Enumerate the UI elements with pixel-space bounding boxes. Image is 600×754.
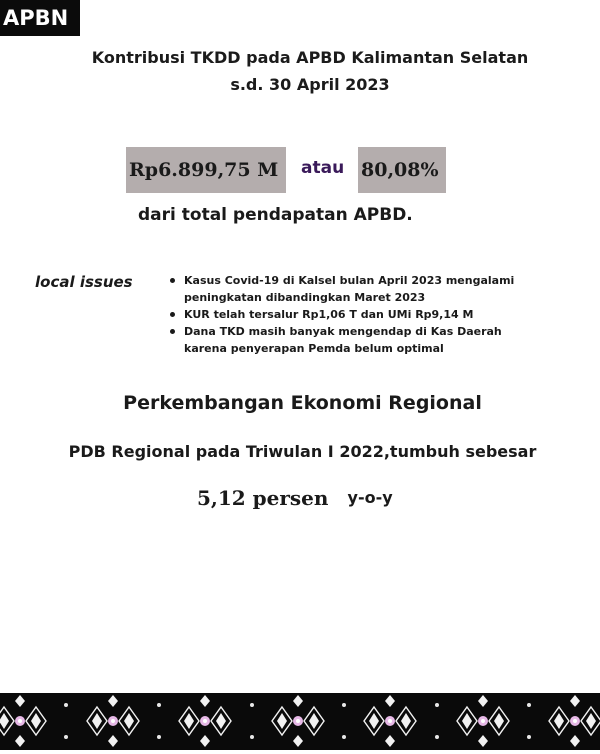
pattern-motif — [87, 695, 139, 747]
sasirangan-pattern-icon — [0, 693, 600, 750]
apbn-badge: APBN — [0, 0, 80, 36]
issue-item: KUR telah tersalur Rp1,06 T dan UMi Rp9,14 M — [168, 306, 548, 323]
pattern-dot — [527, 703, 531, 707]
local-issues-list — [168, 272, 548, 357]
connector-text: atau — [301, 158, 345, 178]
amount-highlight: Rp6.899,75 M — [126, 147, 286, 193]
pattern-dot — [157, 735, 161, 739]
pattern-dot — [64, 703, 68, 707]
title-line-2: s.d. 30 April 2023 — [230, 75, 390, 94]
decorative-footer-band — [0, 693, 600, 750]
local-issues-label: local issues — [35, 273, 133, 291]
issue-item: Dana TKD masih banyak mengendap di Kas Daerah karena penyerapan Pemda belum optimal — [168, 323, 548, 357]
pattern-dot — [527, 735, 531, 739]
pattern-dot — [250, 703, 254, 707]
pattern-dot — [250, 735, 254, 739]
issue-item: Kasus Covid-19 di Kalsel bulan April 2023 mengalami peningkatan dibandingkan Maret 2023 — [168, 272, 548, 306]
growth-unit: y-o-y — [347, 488, 393, 507]
pattern-motif — [364, 695, 416, 747]
economy-section-title: Perkembangan Ekonomi Regional — [123, 392, 482, 414]
growth-figure — [197, 486, 393, 510]
pattern-motif — [0, 695, 46, 747]
pattern-dot — [435, 735, 439, 739]
pattern-dot — [342, 735, 346, 739]
pattern-dot — [157, 703, 161, 707]
pdb-statement: PDB Regional pada Triwulan I 2022,tumbuh sebesar — [68, 442, 537, 461]
pattern-motif — [272, 695, 324, 747]
pattern-dot — [64, 735, 68, 739]
pattern-dot — [435, 703, 439, 707]
growth-value: 5,12 persen — [197, 486, 329, 510]
highlight-subtitle: dari total pendapatan APBD. — [138, 205, 413, 225]
pattern-motif — [549, 695, 600, 747]
pattern-motif — [457, 695, 509, 747]
percent-highlight: 80,08% — [358, 147, 446, 193]
pattern-motif — [179, 695, 231, 747]
title-line-1: Kontribusi TKDD pada APBD Kalimantan Selatan — [91, 48, 529, 67]
pattern-dot — [342, 703, 346, 707]
page-title — [0, 44, 600, 98]
